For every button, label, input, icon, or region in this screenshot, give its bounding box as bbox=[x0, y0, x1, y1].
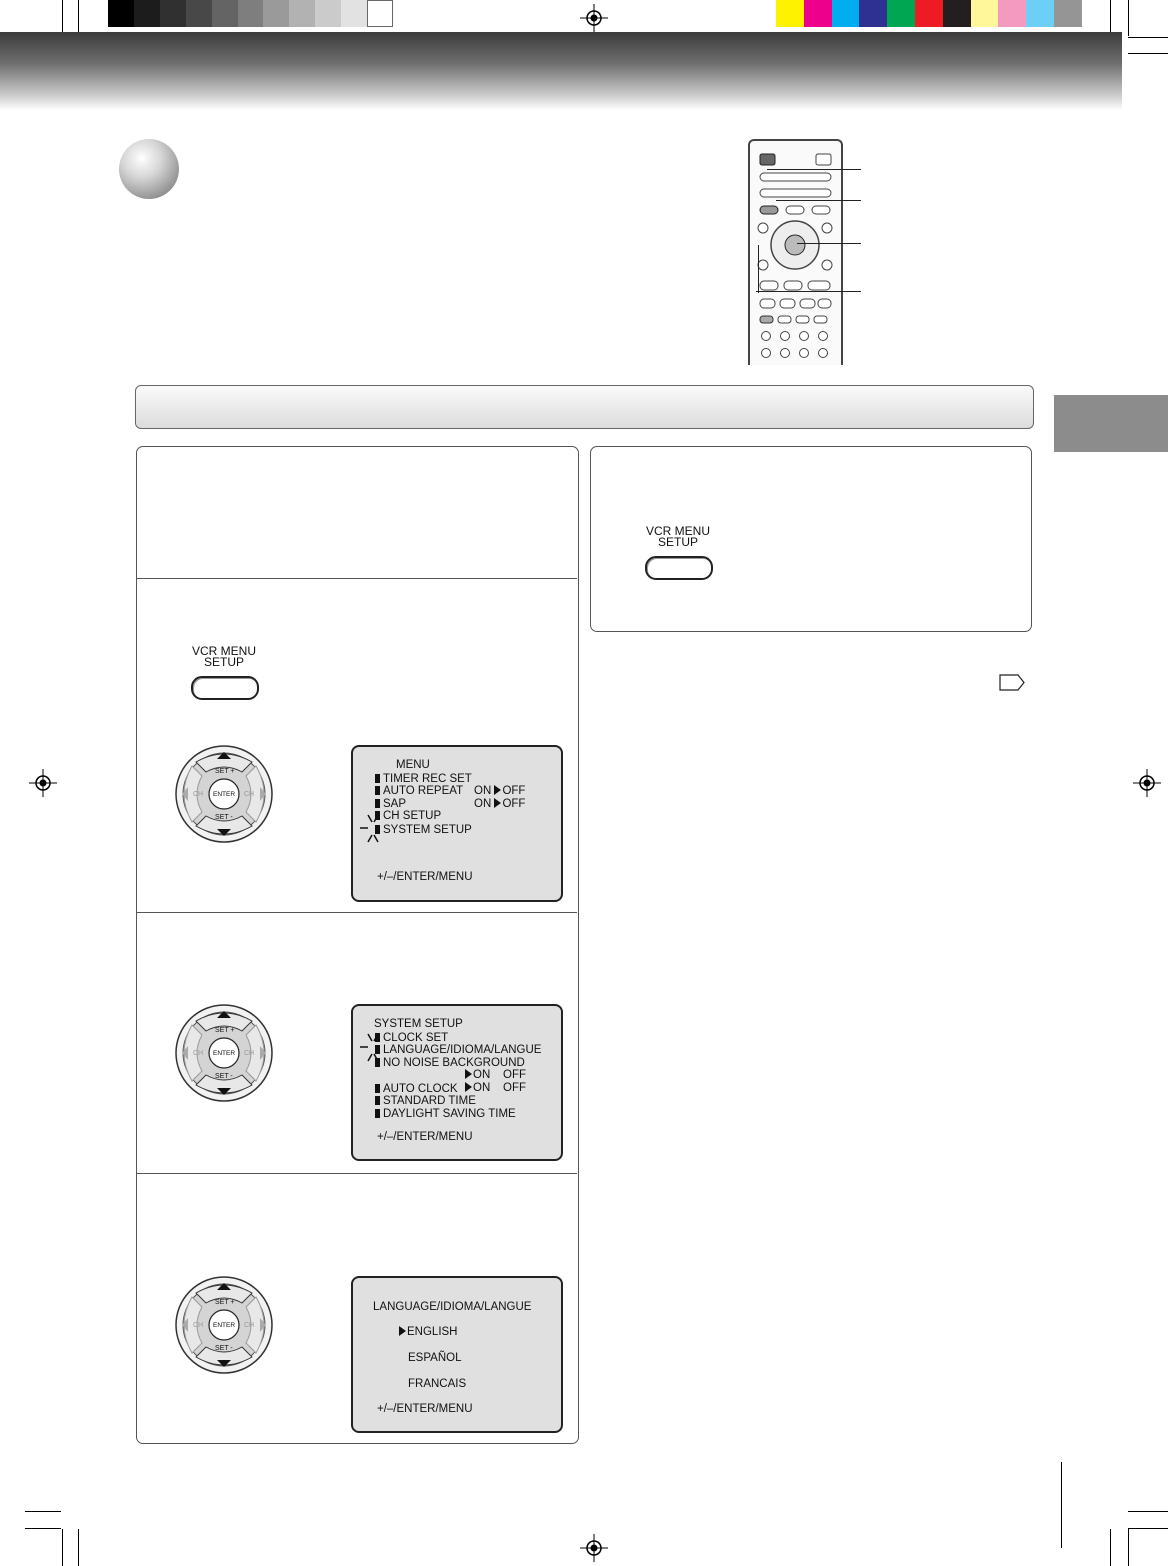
dpad-ch-left-label: CH bbox=[193, 791, 204, 798]
page-header-band bbox=[0, 32, 1122, 110]
dpad-ch-left-label: CH bbox=[193, 1322, 204, 1329]
dpad-ch-right-label: CH bbox=[244, 1322, 255, 1329]
crop-mark bbox=[1128, 1511, 1168, 1512]
osd-menu-item-selected[interactable]: SYSTEM SETUP bbox=[375, 824, 472, 836]
vcr-menu-setup-button[interactable] bbox=[645, 556, 713, 580]
osd-menu-item[interactable]: DAYLIGHT SAVING TIME bbox=[375, 1108, 516, 1120]
registration-mark-icon bbox=[580, 1534, 608, 1562]
osd-option[interactable]: ESPAÑOL bbox=[408, 1352, 462, 1364]
crop-mark bbox=[1110, 0, 1111, 36]
remote-buttons-icon bbox=[750, 141, 841, 365]
osd-toggle: ON OFF bbox=[465, 1082, 526, 1094]
crop-mark bbox=[1128, 53, 1168, 54]
osd-menu-item[interactable]: AUTO CLOCK bbox=[375, 1083, 458, 1095]
color-swatch bbox=[859, 0, 887, 27]
gray-swatch bbox=[186, 0, 212, 27]
dpad-ch-left-label: CH bbox=[193, 1050, 204, 1057]
color-swatch bbox=[998, 0, 1026, 27]
dpad-enter-label: ENTER bbox=[213, 1050, 236, 1057]
color-swatch bbox=[1054, 0, 1082, 27]
color-swatch bbox=[832, 0, 860, 27]
callout-line bbox=[797, 243, 861, 244]
chapter-side-tab bbox=[1054, 395, 1168, 452]
gray-swatch bbox=[134, 0, 160, 27]
dpad-set-plus-label: SET + bbox=[215, 768, 235, 775]
osd-menu-item[interactable]: CLOCK SET bbox=[375, 1032, 448, 1044]
color-swatch bbox=[887, 0, 915, 27]
osd-menu-item[interactable]: CH SETUP bbox=[375, 810, 441, 822]
osd-title: LANGUAGE/IDIOMA/LANGUE bbox=[373, 1301, 532, 1313]
gray-swatch bbox=[341, 0, 367, 27]
callout-line bbox=[776, 200, 861, 201]
osd-menu-item[interactable]: TIMER REC SET bbox=[375, 773, 472, 785]
osd-main-menu bbox=[351, 745, 563, 902]
osd-language bbox=[351, 1276, 563, 1433]
crop-mark bbox=[25, 1528, 61, 1529]
color-swatch bbox=[1026, 0, 1054, 27]
color-swatch bbox=[915, 0, 943, 27]
osd-footer: +/–/ENTER/MENU bbox=[377, 871, 473, 883]
gray-swatch bbox=[238, 0, 264, 27]
vcr-menu-setup-button[interactable] bbox=[191, 676, 259, 700]
osd-system-setup bbox=[351, 1004, 563, 1161]
dpad-enter-label: ENTER bbox=[213, 1322, 236, 1329]
section-heading-bar bbox=[135, 385, 1034, 429]
step-divider bbox=[137, 578, 577, 579]
crop-mark bbox=[1128, 37, 1168, 38]
osd-title: MENU bbox=[396, 759, 430, 771]
color-swatch bbox=[943, 0, 971, 27]
color-swatch bbox=[804, 0, 832, 27]
remote-control-illustration bbox=[748, 139, 843, 365]
crop-mark bbox=[25, 1511, 61, 1512]
registration-mark-icon bbox=[1133, 769, 1161, 797]
gray-swatch bbox=[315, 0, 341, 27]
osd-menu-item[interactable]: STANDARD TIME bbox=[375, 1095, 476, 1107]
callout-line bbox=[767, 169, 861, 170]
dpad-set-minus-label: SET - bbox=[215, 1073, 233, 1080]
direction-pad[interactable] bbox=[174, 1275, 274, 1375]
crop-mark bbox=[78, 1529, 79, 1566]
osd-toggle: ON OFF bbox=[474, 785, 526, 797]
crop-mark bbox=[1128, 1529, 1129, 1566]
vcr-menu-label-line1: VCR MENU bbox=[191, 644, 256, 658]
blink-cursor-icon bbox=[359, 811, 391, 847]
dpad-set-minus-label: SET - bbox=[215, 814, 233, 821]
osd-menu-item[interactable]: AUTO REPEAT bbox=[375, 785, 463, 797]
color-swatch bbox=[971, 0, 999, 27]
gray-swatch bbox=[367, 0, 393, 27]
callout-line bbox=[756, 291, 861, 292]
osd-menu-item[interactable]: NO NOISE BACKGROUND bbox=[375, 1057, 525, 1069]
osd-toggle: ON OFF bbox=[474, 798, 526, 810]
color-swatch bbox=[776, 0, 804, 27]
registration-mark-icon bbox=[29, 769, 57, 797]
registration-mark-icon bbox=[580, 4, 608, 32]
osd-menu-item[interactable]: SAP bbox=[375, 798, 406, 810]
dpad-enter-label: ENTER bbox=[213, 791, 236, 798]
dpad-set-plus-label: SET + bbox=[215, 1027, 235, 1034]
vcr-menu-label-line1: VCR MENU bbox=[645, 524, 710, 538]
step-divider bbox=[137, 1173, 577, 1174]
dpad-ch-right-label: CH bbox=[244, 1050, 255, 1057]
step-divider bbox=[137, 912, 577, 913]
osd-toggle: ON OFF bbox=[465, 1069, 526, 1081]
crop-mark bbox=[62, 0, 63, 36]
direction-pad[interactable] bbox=[174, 744, 274, 844]
vcr-menu-label-line2: SETUP bbox=[203, 655, 244, 669]
osd-footer: +/–/ENTER/MENU bbox=[377, 1131, 473, 1143]
vcr-menu-label-line2: SETUP bbox=[657, 535, 698, 549]
crop-mark bbox=[1128, 0, 1129, 36]
gray-swatch bbox=[263, 0, 289, 27]
gray-swatch bbox=[160, 0, 186, 27]
note-tag-icon bbox=[999, 674, 1025, 691]
gray-swatch bbox=[212, 0, 238, 27]
osd-title: SYSTEM SETUP bbox=[374, 1018, 463, 1030]
crop-mark bbox=[1110, 1529, 1111, 1566]
direction-pad[interactable] bbox=[174, 1003, 274, 1103]
gray-swatch bbox=[289, 0, 315, 27]
title-bullet-icon bbox=[119, 139, 179, 199]
crop-mark bbox=[78, 0, 79, 36]
gray-swatch bbox=[108, 0, 134, 27]
osd-option[interactable]: FRANCAIS bbox=[408, 1378, 467, 1390]
dpad-set-minus-label: SET - bbox=[215, 1345, 233, 1352]
crop-mark bbox=[62, 1529, 63, 1566]
osd-menu-item-selected[interactable]: LANGUAGE/IDIOMA/LANGUE bbox=[375, 1044, 541, 1056]
page-edge-rule bbox=[1061, 1462, 1062, 1548]
blink-cursor-icon bbox=[359, 1030, 391, 1066]
dpad-set-plus-label: SET + bbox=[215, 1299, 235, 1306]
dpad-ch-right-label: CH bbox=[244, 791, 255, 798]
crop-mark bbox=[1128, 1528, 1168, 1529]
osd-footer: +/–/ENTER/MENU bbox=[377, 1403, 473, 1415]
osd-option-selected[interactable]: ENGLISH bbox=[399, 1326, 458, 1338]
